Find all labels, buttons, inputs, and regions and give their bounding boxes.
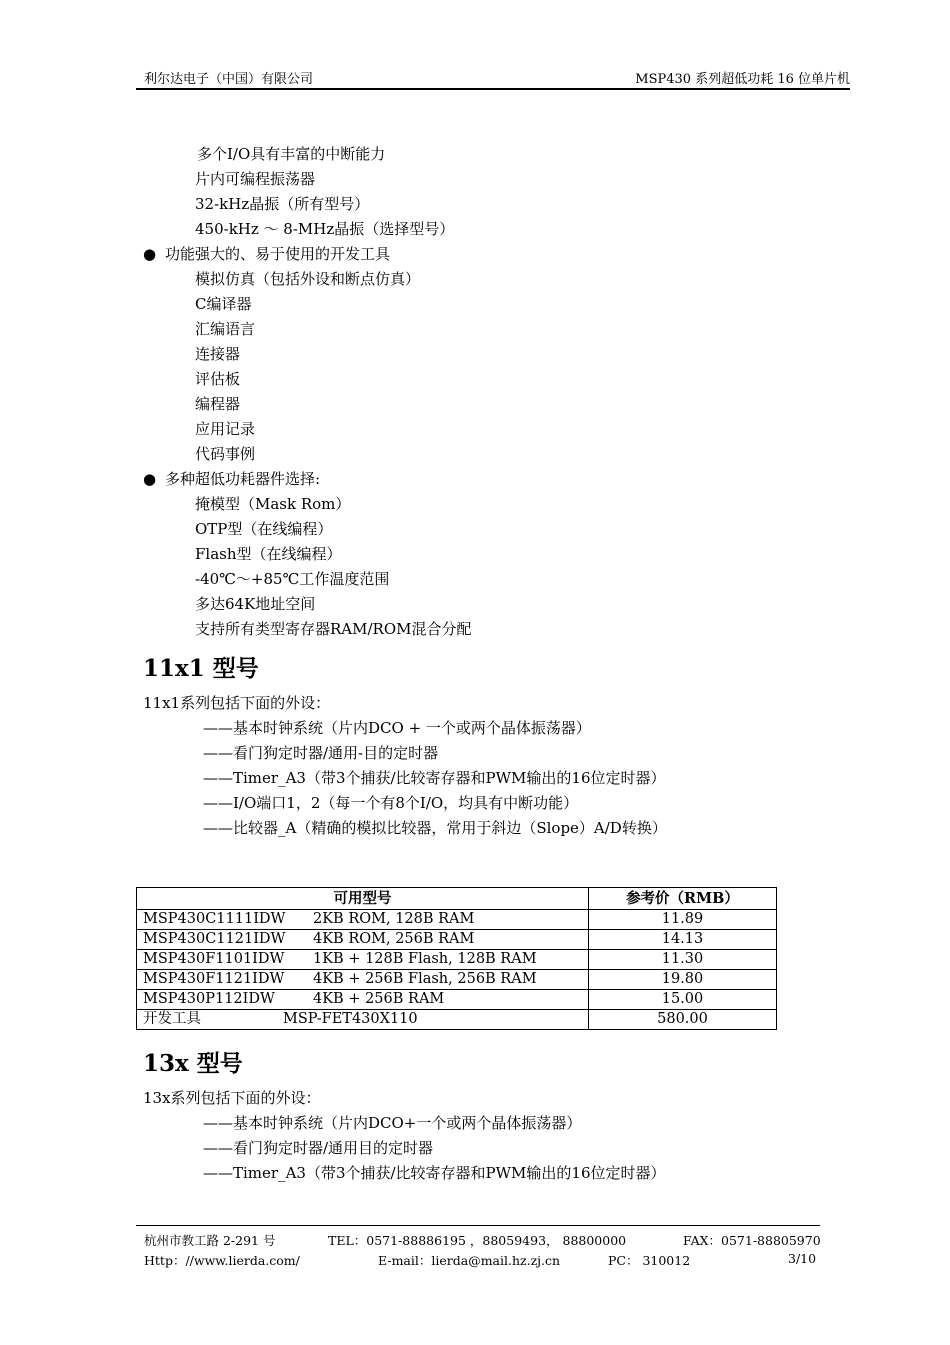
table-row [137, 990, 777, 1010]
tool-item: 代码事例 [195, 445, 256, 463]
part-description: 4KB + 256B Flash, 256B RAM [313, 971, 537, 987]
footer-website: Http：//www.lierda.com/ [144, 1253, 300, 1268]
footer-rule [136, 1225, 820, 1226]
feature-line: 多个I/O具有丰富的中断能力 [197, 145, 386, 163]
footer-email: E-mail：lierda@mail.hz.zj.cn [378, 1253, 561, 1268]
part-number: 开发工具 [143, 1011, 201, 1027]
peripheral-item: ——Timer_A3（带3个捕获/比较寄存器和PWM输出的16位定时器） [203, 1164, 666, 1182]
price-cell: 580.00 [589, 1010, 777, 1030]
section-intro-13x: 13x系列包括下面的外设： [143, 1089, 321, 1107]
tool-item: 连接器 [195, 345, 241, 363]
peripheral-item: ——Timer_A3（带3个捕获/比较寄存器和PWM输出的16位定时器） [203, 769, 666, 787]
tool-item: C编译器 [195, 295, 252, 313]
model-cell [137, 990, 589, 1010]
model-cell [137, 930, 589, 950]
bullet-title: 功能强大的、易于使用的开发工具 [165, 245, 391, 263]
model-price-table [136, 887, 777, 1030]
part-number: MSP430F1121IDW [143, 971, 285, 987]
part-description: MSP-FET430X110 [283, 1011, 418, 1027]
peripheral-item: ——看门狗定时器/通用目的定时器 [203, 1139, 434, 1157]
price-cell: 11.89 [589, 910, 777, 930]
page-number: 3/10 [788, 1251, 817, 1266]
part-number: MSP430F1101IDW [143, 951, 285, 967]
feature-line: 32-kHz晶振（所有型号） [195, 195, 370, 213]
table-header-row [137, 888, 777, 910]
table-row [137, 930, 777, 950]
header-rule [136, 88, 850, 90]
bullet-dev-tools [143, 243, 390, 264]
bullet-title: 多种超低功耗器件选择: [165, 470, 321, 488]
header-cell-price: 参考价（RMB） [589, 888, 777, 910]
table-row [137, 910, 777, 930]
part-description: 2KB ROM, 128B RAM [313, 911, 475, 927]
part-number: MSP430C1121IDW [143, 931, 286, 947]
footer-tel: TEL：0571-88886195 ，88059493， 88800000 [328, 1233, 627, 1248]
part-number: MSP430C1111IDW [143, 911, 286, 927]
device-item: Flash型（在线编程） [195, 545, 342, 563]
part-number: MSP430P112IDW [143, 991, 275, 1007]
model-cell [137, 950, 589, 970]
bullet-device-options [143, 468, 320, 489]
price-cell: 19.80 [589, 970, 777, 990]
header-cell-model: 可用型号 [137, 888, 589, 910]
price-cell: 11.30 [589, 950, 777, 970]
device-item: 多达64K地址空间 [195, 595, 316, 613]
peripheral-item: ——I/O端口1，2（每一个有8个I/O，均具有中断功能） [203, 794, 579, 812]
peripheral-item: ——基本时钟系统（片内DCO+一个或两个晶体振荡器） [203, 1114, 582, 1132]
model-cell [137, 910, 589, 930]
tool-item: 模拟仿真（包括外设和断点仿真） [195, 270, 421, 288]
model-cell [137, 970, 589, 990]
device-item: 支持所有类型寄存器RAM/ROM混合分配 [195, 620, 472, 638]
part-description: 4KB ROM, 256B RAM [313, 931, 475, 947]
tool-item: 评估板 [195, 370, 241, 388]
tool-item: 汇编语言 [195, 320, 256, 338]
device-item: -40℃～+85℃工作温度范围 [195, 570, 390, 588]
bullet-dot-icon: ● [143, 245, 157, 263]
device-item: 掩模型（Mask Rom） [195, 495, 351, 513]
footer-fax: FAX：0571-88805970 [683, 1233, 821, 1248]
section-title-11x1: 11x1 型号 [143, 655, 259, 682]
feature-line: 450-kHz ～ 8-MHz晶振（选择型号） [195, 220, 455, 238]
part-description: 4KB + 256B RAM [313, 991, 445, 1007]
table-row [137, 1010, 777, 1030]
table-row [137, 970, 777, 990]
section-title-13x: 13x 型号 [143, 1050, 243, 1077]
part-description: 1KB + 128B Flash, 128B RAM [313, 951, 537, 967]
bullet-dot-icon: ● [143, 470, 157, 488]
tool-item: 编程器 [195, 395, 241, 413]
header-company: 利尔达电子（中国）有限公司 [144, 72, 314, 87]
footer-address: 杭州市教工路 2-291 号 [144, 1233, 276, 1248]
device-item: OTP型（在线编程） [195, 520, 333, 538]
header-product: MSP430 系列超低功耗 16 位单片机 [635, 72, 850, 87]
price-cell: 14.13 [589, 930, 777, 950]
footer-postcode: PC： 310012 [608, 1253, 691, 1268]
price-cell: 15.00 [589, 990, 777, 1010]
tool-item: 应用记录 [195, 420, 256, 438]
feature-line: 片内可编程振荡器 [195, 170, 316, 188]
peripheral-item: ——比较器_A（精确的模拟比较器，常用于斜边（Slope）A/D转换） [203, 819, 667, 837]
peripheral-item: ——看门狗定时器/通用-目的定时器 [203, 744, 439, 762]
section-intro-11x1: 11x1系列包括下面的外设： [143, 694, 331, 712]
peripheral-item: ——基本时钟系统（片内DCO + 一个或两个晶体振荡器） [203, 719, 591, 737]
model-cell [137, 1010, 589, 1030]
table-row [137, 950, 777, 970]
